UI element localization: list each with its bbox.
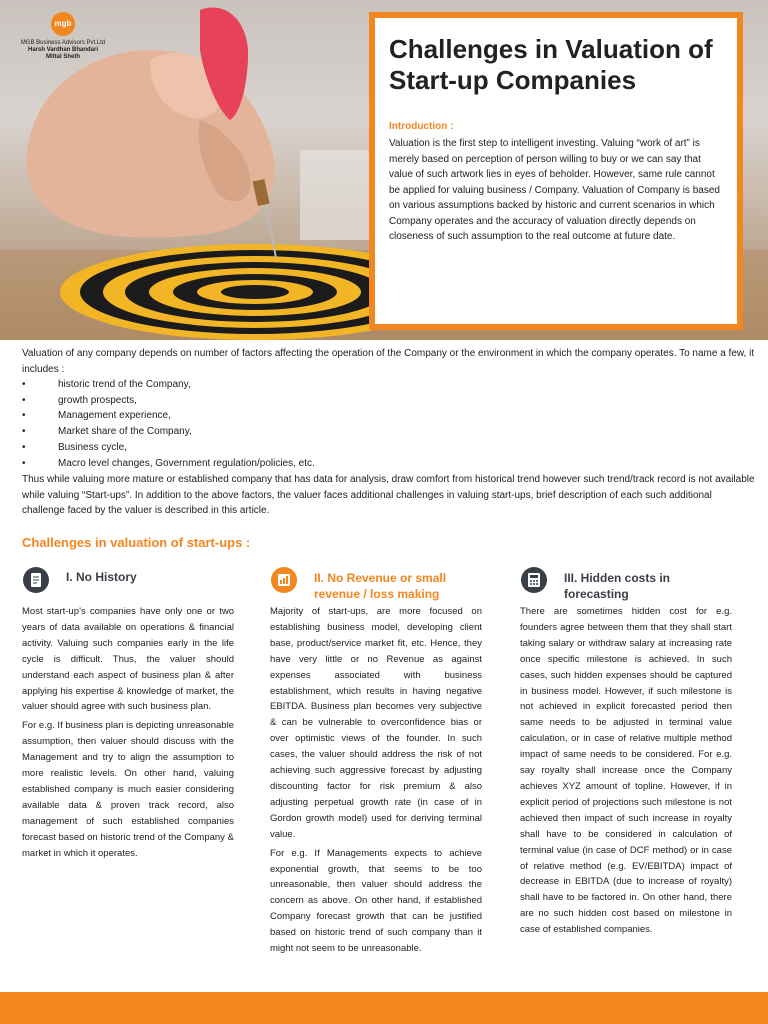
bullet-icon: • [22,441,26,453]
list-item: • Market share of the Company, [22,424,622,440]
paragraph: For e.g. If business plan is depicting unreasonable assumption, then valuer should discuss with the Management and try to align the assumption to more realistic levels. On other hand, valuing established company is much easier considering available data & proven track record, also management of such established companies forecast based on historic trend of the Company & market in which it operates. [22,720,234,859]
column-title: II. No Revenue or small revenue / loss making [314,571,447,601]
factors-lead: Valuation of any company depends on number of factors affecting the operation of the Company or the environment in which the company operates. To name a few, it includes : [22,348,755,375]
column-header [22,564,234,604]
challenge-column-no-history [22,564,234,862]
calculator-icon [520,566,548,594]
list-item: • growth prospects, [22,393,622,409]
bullet-icon: • [22,410,26,422]
factors-list [22,377,622,471]
column-header [520,564,732,604]
bullet-icon: • [22,457,26,469]
paragraph: There are sometimes hidden cost for e.g. founders agree between them that they shall start taking salary or withdraw salary at increasing rate once specific milestone is achieved. In such cases, such hidden expenses should be captured in business model. However, if such milestone is not achieved in explicit forecasted period then same needs to be adjusted in terminal value calculation, or in case of relative multiple method impact of same needs to be considered. For e.g. say royalty shall increase once the Company achieves XYZ amount of topline. However, if in explicit period of projections such milestone is not achieved then impact of such increase in royalty shall have to be considered in calculation of terminal value (in case of DCF method) or in case of relative method (e.g. EV/EBITDA) impact of decrease in EBITDA (due to increase of royalty) shall have to be factored in. On other hand, there are no such hidden cost based on milestone in case of established companies. [520,606,732,936]
column-header [270,564,482,604]
footer-bar [0,992,768,1024]
paragraph: Most start-up’s companies have only one or two years of data available on operations & financial activity. Valuing such companies early in the life cycle is difficult. Thus, the valuer should understand each aspect of business plan & after applying his expertise & knowledge of market, the valuer should agree with such business plan. [22,606,234,713]
chart-icon [270,566,298,594]
document-icon [22,566,50,594]
title-box [369,12,743,330]
list-item: • Business cycle, [22,440,622,456]
list-item: • historic trend of the Company, [22,377,622,393]
challenge-column-no-revenue [270,564,482,957]
logo-badge: mgb [51,12,75,36]
factors-closing: Thus while valuing more mature or established company that has data for analysis, draw comfort from historical trend however such trend/track record is not available while valuing “Start-ups”. In addition to the above factors, the valuer faces additional challenges in valuing start-ups, brief description of each such additional challenge faced by the valuer is described in this article. [22,474,755,517]
author-name: Harsh Vardhan Bhandari [27,47,99,53]
company-name: MGB Business Advisors Pvt.Ltd [20,40,106,46]
bullet-icon: • [22,426,26,438]
column-title: III. Hidden costs in forecasting [564,571,671,601]
company-logo [8,12,118,61]
paragraph: For e.g. If Managements expects to achieve exponential growth, that seems to be too unreasonable, then valuer should address the concern as above. On other hand, if established Company forecast growth that can be justified based on historic trend of such company than it might not seem to be unreasonable. [270,847,482,955]
bullet-icon: • [22,394,26,406]
intro-heading: Introduction : [389,121,454,132]
bullet-icon: • [22,379,26,390]
intro-text: Valuation is the first step to intelligent investing. Valuing “work of art” is merely based on perception of person willing to buy or we can say that value of such artwork lies in eyes of beholder. However, same rule cannot be applied for valuing business / Company. Valuation of Company is based on various assumptions backed by historic and current scenarios in which Company operates and the accuracy of valuation directly depends on closeness of such assumption to the real outcome at future date. [389,138,720,242]
author-name: Mittal Sheth [46,54,80,60]
section-heading: Challenges in valuation of start-ups : [22,535,251,550]
page-title: Challenges in Valuation of Start-up Companies [389,34,713,95]
column-body [520,604,732,938]
list-item: • Macro level changes, Government regulation/policies, etc. [22,456,622,472]
list-item: • Management experience, [22,408,622,424]
paragraph: Majority of start-ups, are more focused on establishing business model, developing client base, product/service market fit, etc. Hence, they have very little or no Revenue as against expenses associated with business establishment, which results in having negative EBITDA. Business plan becomes very subjective & can be vulnerable to overconfidence bias or over optimistic views of the founder. In such cases, the valuer should address the risk of not achieving such aggressive forecast by adjusting discounting factor for risk premium & also adjusting perpetual growth rate (in case of in Gordon growth model) used for deriving terminal value. [270,606,482,840]
column-body [22,604,234,862]
challenge-column-hidden-costs [520,564,732,938]
column-title: I. No History [66,570,137,584]
column-body [270,604,482,957]
